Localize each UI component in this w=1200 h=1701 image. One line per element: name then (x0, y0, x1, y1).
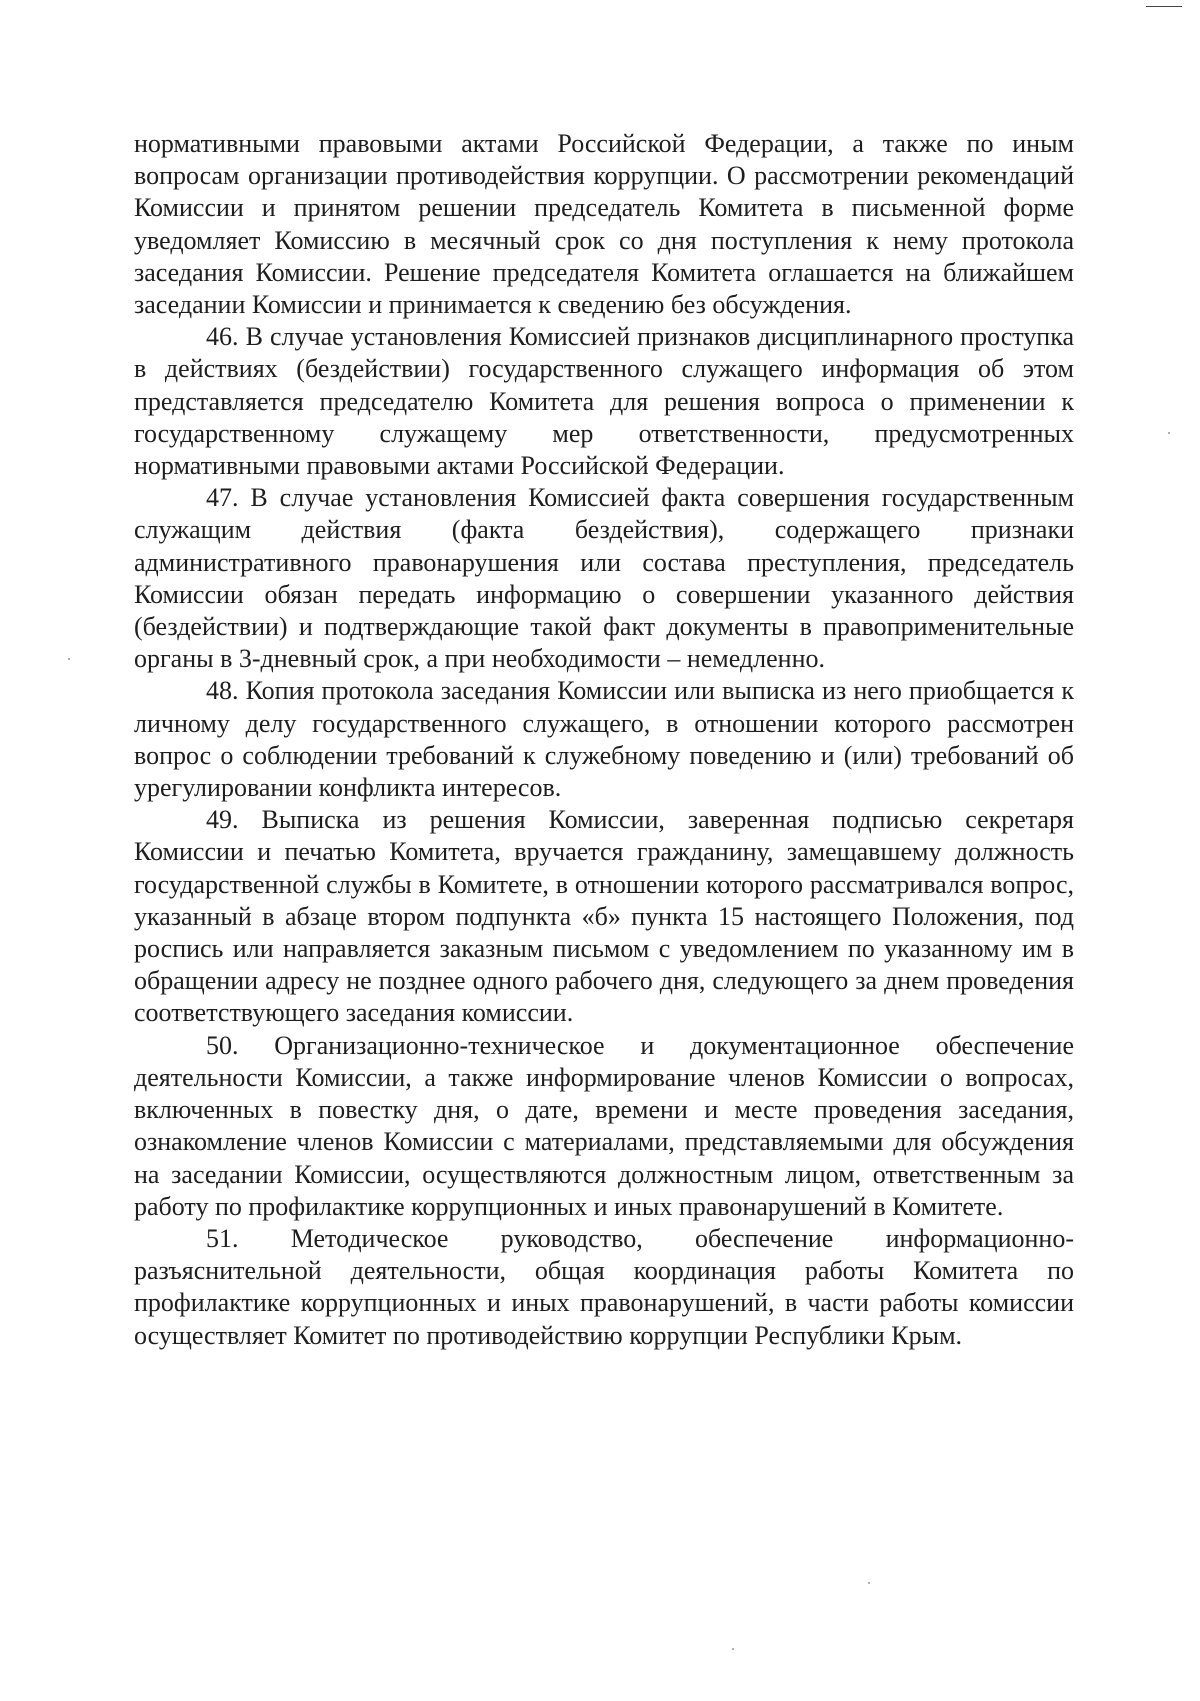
paragraph-48: 48. Копия протокола заседания Комиссии или выписка из него приобщается к личному делу государственного служащего, в отношении которого рассмотрен вопрос о соблюдении требований к служебному поведению и (или) требований об урегулировании конфликта интересов. (134, 676, 1074, 803)
paragraph-50: 50. Организационно-техническое и документационное обеспечение деятельности Комиссии, а также информирование членов Комиссии о вопросах, включенных в повестку дня, о дате, времени и месте проведения заседания, ознакомление членов Комиссии с материалами, представляемыми для обсуждения на заседании Комиссии, осуществляются должностным лицом, ответственным за работу по профилактике коррупционных и иных правонарушений в Комитете. (134, 1030, 1074, 1221)
paragraph-47: 47. В случае установления Комиссией факта совершения государственным служащим действия (факта бездействия), содержащего признаки административного правонарушения или состава преступления, председатель Комиссии обязан передать информацию о совершении указанного действия (бездействии) и подтверждающие такой факт документы в правоприменительные органы в 3-дневный срок, а при необходимости – немедленно. (134, 483, 1074, 674)
document-body (134, 128, 1074, 1352)
scan-speck (868, 1582, 870, 1584)
scan-speck (1168, 432, 1170, 434)
paragraph-continuation: нормативными правовыми актами Российской Федерации, а также по иным вопросам организации противодействия коррупции. О рассмотрении рекомендаций Комиссии и принятом решении председатель Комитета в письменной форме уведомляет Комиссию в месячный срок со дня поступления к нему протокола заседания Комиссии. Решение председателя Комитета оглашается на ближайшем заседании Комиссии и принимается к сведению без обсуждения. (134, 129, 1074, 320)
paragraph-49: 49. Выписка из решения Комиссии, заверенная подписью секретаря Комиссии и печатью Комитета, вручается гражданину, замещавшему должность государственной службы в Комитете, в отношении которого рассматривался вопрос, указанный в абзаце втором подпункта «б» пункта 15 настоящего Положения, под роспись или направляется заказным письмом с уведомлением по указанному им в обращении адресу не позднее одного рабочего дня, следующего за днем проведения соответствующего заседания комиссии. (134, 805, 1074, 1028)
paragraph-46: 46. В случае установления Комиссией признаков дисциплинарного проступка в действиях (бездействии) государственного служащего информация об этом представляется председателю Комитета для решения вопроса о применении к государственному служащему мер ответственности, предусмотренных нормативными правовыми актами Российской Федерации. (134, 322, 1074, 481)
corner-scan-mark (1146, 6, 1182, 8)
paragraph-51: 51. Методическое руководство, обеспечение информационно-разъяснительной деятельности, общая координация работы Комитета по профилактике коррупционных и иных правонарушений, в части работы комиссии осуществляет Комитет по противодействию коррупции Республики Крым. (134, 1223, 1074, 1350)
scan-speck (68, 658, 70, 660)
scan-speck (732, 1648, 734, 1650)
